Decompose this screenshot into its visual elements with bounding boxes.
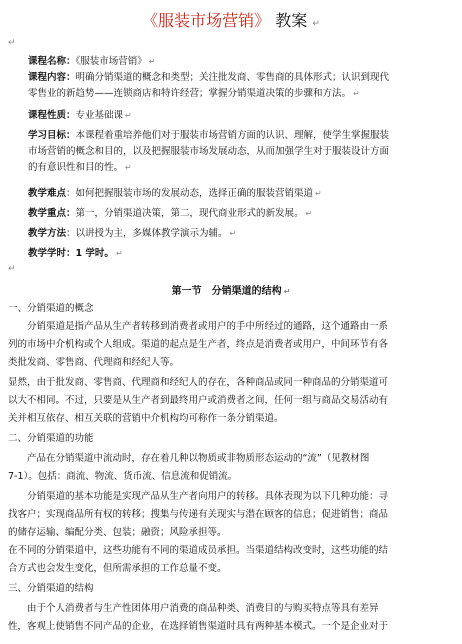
info-goal: 学习目标：本课程着重培养他们对于服装市场营销方面的认识、理解，使学生掌握服装: [28, 130, 390, 141]
document-title: [0, 8, 462, 31]
body-line: 分销渠道的基本功能是实现产品从生产者向用户的转移。具体表现为以下几种功能：寻: [8, 491, 389, 502]
title-suffix: 教案: [275, 11, 308, 30]
body-line: 关并相互依存、相互关联的营销中介机构均可称作一条分销渠道。: [8, 413, 284, 424]
body-line: 找客户；实现商品所有权的转移；搜集与传递有关现实与潜在顾客的信息；促进销售；商品: [8, 509, 389, 520]
section-title: 第一节 分销渠道的结构 ↵: [171, 286, 291, 297]
info-content: 课程内容：明确分销渠道的概念和类型；关注批发商、零售商的具体形式；认识到现代: [28, 72, 390, 83]
body-line: 性，客观上使销售不同产品的企业，在选择销售渠道时具有两种基本模式。一个是企业对于: [8, 621, 389, 632]
body-line: 显然，由于批发商、零售商、代理商和经纪人的存在，各种商品或同一种商品的分销渠道可: [8, 377, 389, 388]
body-line: 以大不相同。不过，只要是从生产者到最终用户或消费者之间，任何一组与商品交易活动有: [8, 395, 389, 406]
paragraph-mark: ↵: [8, 38, 16, 48]
paragraph-mark: ↵: [8, 264, 16, 274]
heading-concept: 一、分销渠道的概念: [8, 303, 94, 314]
course-title: 《服装市场营销》: [142, 11, 271, 30]
body-line: 的储存运输、编配分类、包装；融资；风险承担等。: [8, 527, 227, 538]
info-course-name: 课程名称：《服装市场营销》 ↵: [28, 56, 156, 67]
paragraph-mark: ↵: [312, 19, 320, 29]
info-hours: 教学学时：1 学时。 ↵: [28, 248, 123, 259]
body-line: 列的市场中介机构或个人组成。渠道的起点是生产者，终点是消费者或用户，中间环节有各: [8, 339, 389, 350]
info-goal-cont2: 的有意识性和目的性。 ↵: [28, 162, 132, 173]
body-line: 分销渠道是指产品从生产者转移到消费者或用户的手中所经过的通路，这个通路由一系: [8, 321, 389, 332]
body-line: 7-1）。包括：商流、物流、货币流、信息流和促销流。: [8, 471, 238, 482]
info-content-cont: 零售业的新趋势——连锁商店和特许经营；掌握分销渠道决策的步骤和方法。 ↵: [28, 88, 360, 99]
info-goal-cont: 市场营销的概念和目的，以及把握服装市场发展动态，从而加强学生对于服装设计方面: [28, 146, 390, 157]
heading-structure: 三、分销渠道的结构: [8, 583, 94, 594]
body-line: 类批发商、零售商、代理商和经纪人等。: [8, 357, 180, 368]
info-difficulty: 教学难点：如何把握服装市场的发展动态，选择正确的服装营销渠道 ↵: [28, 188, 322, 199]
info-method: 教学方法：以讲授为主，多媒体教学演示为辅。 ↵: [28, 228, 237, 239]
body-line: 合方式也会发生变化，但所需承担的工作总量不变。: [8, 563, 227, 574]
heading-function: 二、分销渠道的功能: [8, 433, 94, 444]
info-focus: 教学重点：第一，分销渠道决策，第二，现代商业形式的新发展。 ↵: [28, 208, 313, 219]
body-line: 在不同的分销渠道中，这些功能有不同的渠道成员承担。当渠道结构改变时，这些功能的结: [8, 545, 389, 556]
body-line: 产品在分销渠道中流动时，存在着几种以物质或非物质形态运动的“流”（见教材图: [8, 453, 370, 464]
body-line: 由于个人消费者与生产性团体用户消费的商品种类、消费目的与购买特点等具有差异: [8, 603, 379, 614]
info-nature: 课程性质：专业基础课 ↵: [28, 110, 132, 121]
